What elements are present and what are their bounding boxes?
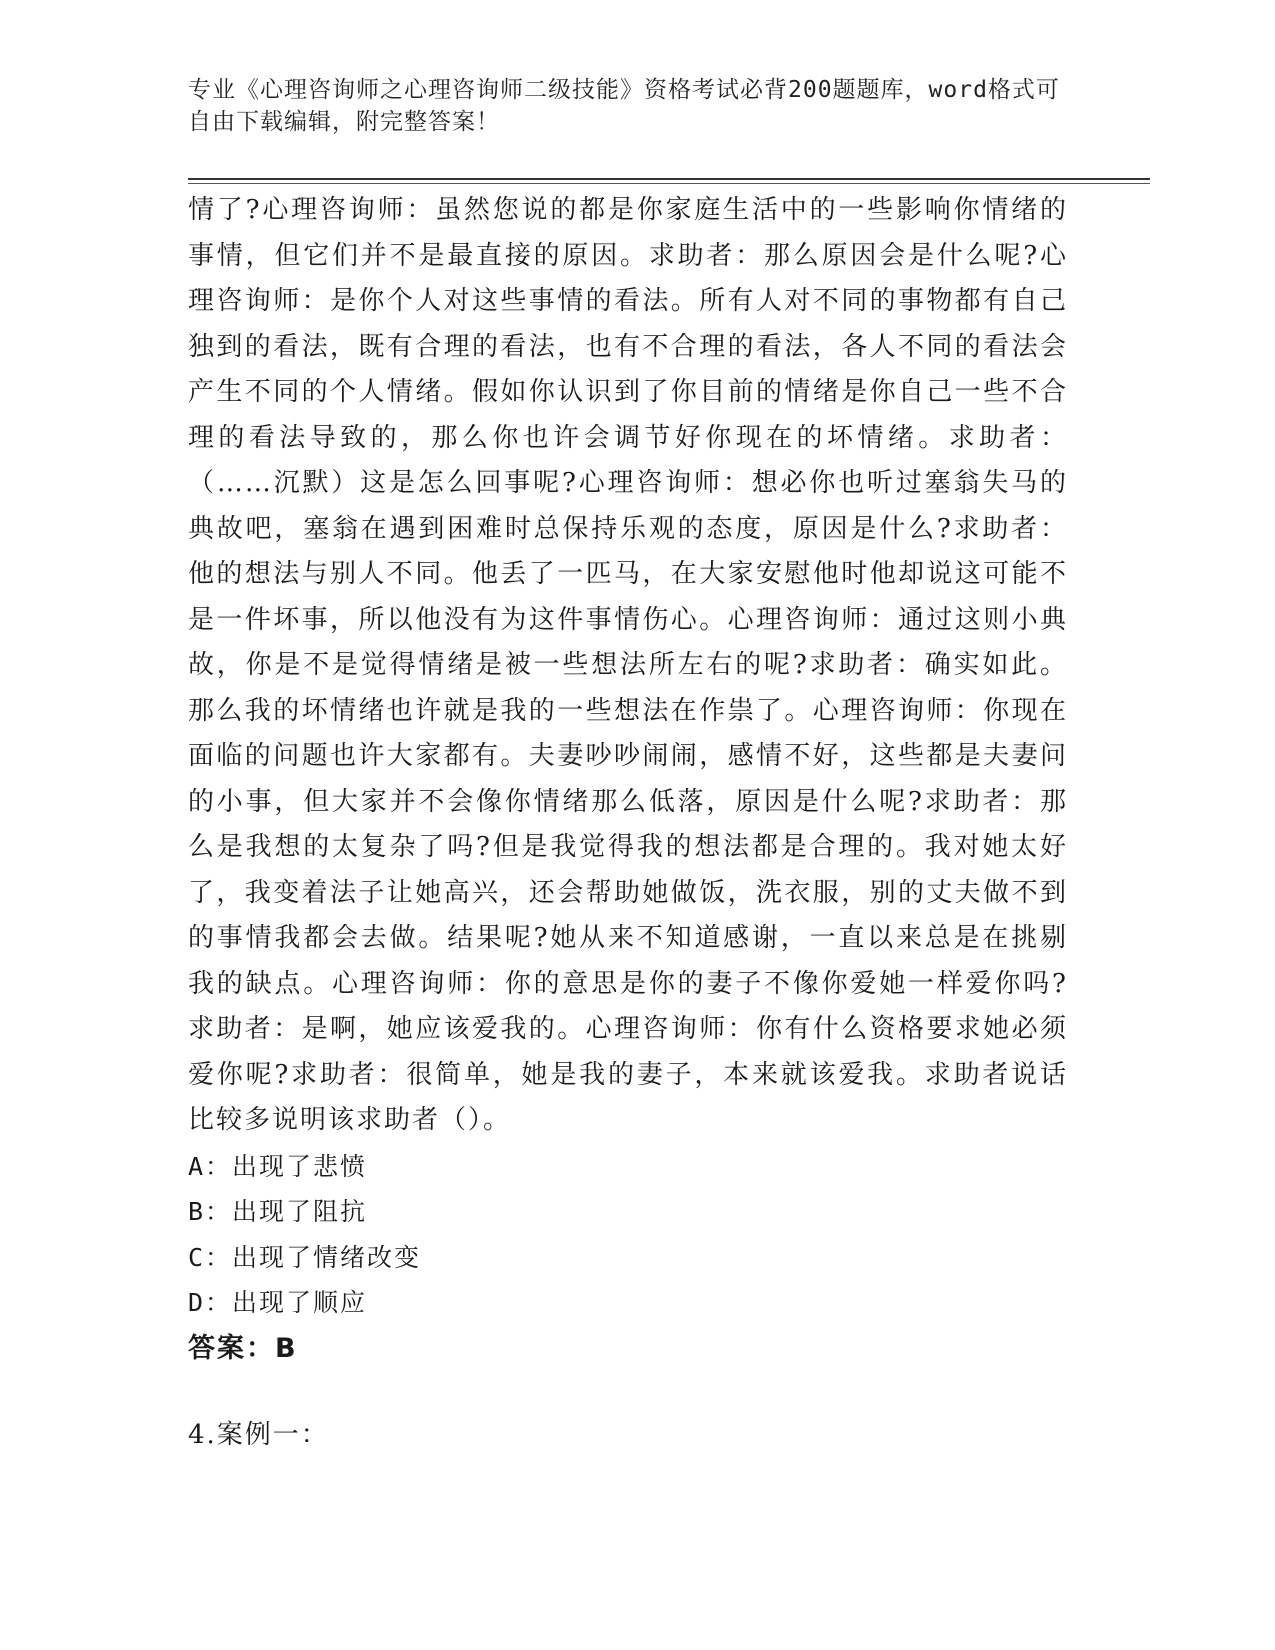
- option-d: D：出现了顺应: [188, 1288, 368, 1317]
- next-question-heading: 4.案例一：: [188, 1419, 329, 1450]
- page-header: [188, 74, 1068, 138]
- option-c: C：出现了情绪改变: [188, 1242, 422, 1272]
- document-body: [188, 188, 1068, 1458]
- header-divider-thin: [188, 183, 1150, 184]
- document-title: 专业《心理咨询师之心理咨询师二级技能》资格考试必背200题题库，word格式可自由下载编辑，附完整答案！: [188, 77, 1060, 135]
- option-a: A：出现了悲愤: [188, 1151, 368, 1181]
- question-text: 情了?心理咨询师：虽然您说的都是你家庭生活中的一些影响你情绪的事情，但它们并不是最直接的原因。求助者：那么原因会是什么呢?心理咨询师：是你个人对这些事情的看法。所有人对不同的事物都有自己独到的看法，既有合理的看法，也有不合理的看法，各人不同的看法会产生不同的个人情绪。假如你认识到了你目前的情绪是你自己一些不合理的看法导致的，那么你也许会调节好你现在的坏情绪。求助者：（……沉默）这是怎么回事呢?心理咨询师：想必你也听过塞翁失马的典故吧，塞翁在遇到困难时总保持乐观的态度，原因是什么?求助者：他的想法与别人不同。他丢了一匹马，在大家安慰他时他却说这可能不是一件坏事，所以他没有为这件事情伤心。心理咨询师：通过这则小典故，你是不是觉得情绪是被一些想法所左右的呢?求助者：确实如此。那么我的坏情绪也许就是我的一些想法在作祟了。心理咨询师：你现在面临的问题也许大家都有。夫妻吵吵闹闹，感情不好，这些都是夫妻问的小事，但大家并不会像你情绪那么低落，原因是什么呢?求助者：那么是我想的太复杂了吗?但是我觉得我的想法都是合理的。我对她太好了，我变着法子让她高兴，还会帮助她做饭，洗衣服，别的丈夫做不到的事情我都会去做。结果呢?她从来不知道感谢，一直以来总是在挑剔我的缺点。心理咨询师：你的意思是你的妻子不像你爱她一样爱你吗?求助者：是啊，她应该爱我的。心理咨询师：你有什么资格要求她必须爱你呢?求助者：很简单，她是我的妻子，本来就该爱我。求助者说话比较多说明该求助者（）。: [188, 195, 1068, 1135]
- header-divider-thick: [188, 178, 1150, 180]
- answer-line: 答案：B: [188, 1332, 298, 1364]
- option-b: B：出现了阻抗: [188, 1197, 368, 1226]
